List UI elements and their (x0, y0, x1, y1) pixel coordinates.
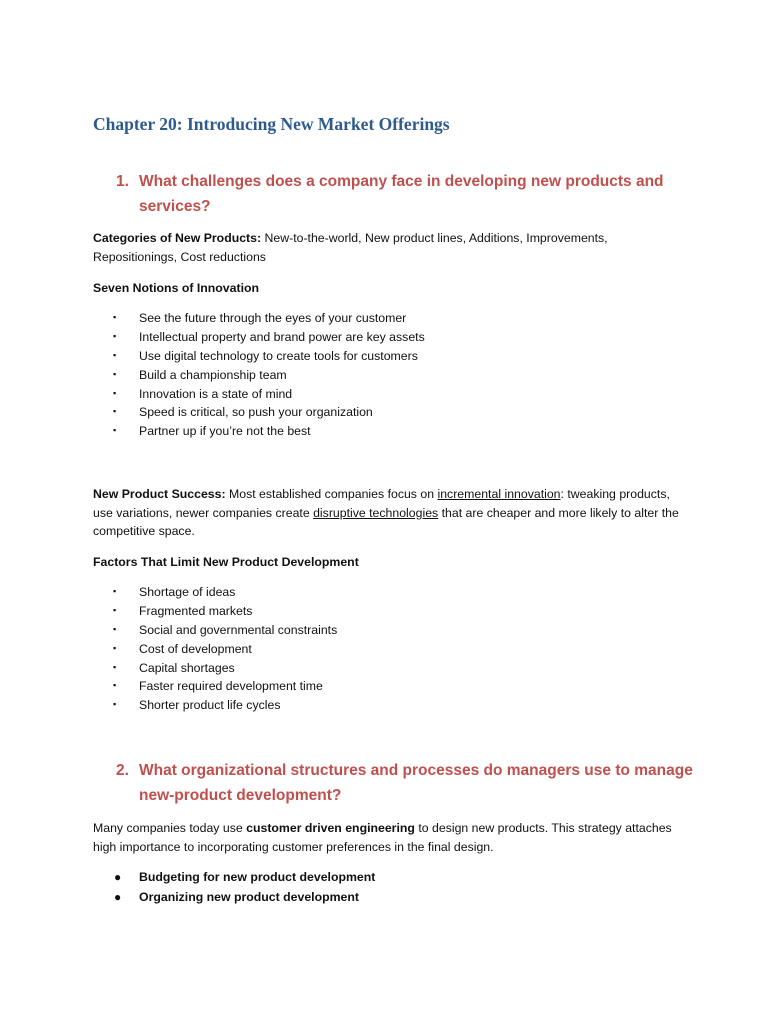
list-item: ▪ Shortage of ideas (113, 585, 236, 599)
list-item: ▪ See the future through the eyes of your customer (113, 311, 407, 325)
question-1 (116, 169, 696, 219)
list-item: ▪ Innovation is a state of mind (113, 386, 293, 401)
categories-text: New-to-the-world, New product lines, Additions, Improvements, Repositionings, Cost reductions (93, 231, 608, 264)
bullet-icon: ▪ (113, 387, 117, 398)
list-item: ▪ Speed is critical, so push your organization (113, 405, 373, 420)
bullet-icon: ▪ (113, 330, 117, 341)
list-item: ▪ Intellectual property and brand power are key assets (113, 329, 425, 344)
disruptive-technologies-term: disruptive technologies (313, 505, 439, 520)
list-item: ● Budgeting for new product development (93, 867, 653, 887)
question-1-text: What challenges does a company face in developing new products and services? (139, 173, 664, 215)
list-item: ▪ Build a championship team (113, 367, 287, 382)
innovation-list (93, 309, 653, 441)
management-list (93, 867, 653, 907)
bullet-icon: ▪ (113, 425, 117, 436)
factors-list (93, 583, 653, 715)
bullet-icon: ▪ (113, 680, 117, 691)
list-item: ▪ Social and governmental constraints (113, 622, 338, 637)
success-paragraph: New Product Success: Most established companies focus on incremental innovation: tweaking products, use variations, newer companies create disruptive technologies that are cheaper and more likely to alter the competitive space. (93, 487, 679, 538)
list-item: ▪ Faster required development time (113, 679, 323, 694)
factors-heading: Factors That Limit New Product Development (93, 555, 359, 569)
question-2-number: 2. (116, 762, 129, 779)
bullet-icon: ▪ (113, 661, 117, 672)
bullet-icon: ▪ (113, 312, 117, 322)
list-item: ▪ Shorter product life cycles (113, 698, 281, 713)
bullet-icon: ▪ (113, 699, 117, 710)
bullet-icon: ● (114, 870, 122, 884)
bullet-icon: ▪ (113, 586, 117, 596)
bullet-icon: ● (114, 890, 122, 904)
categories-paragraph (93, 229, 693, 266)
question-2-text: What organizational structures and processes do managers use to manage new-product development? (139, 762, 693, 804)
bullet-icon: ▪ (113, 368, 117, 379)
list-item: ▪ Fragmented markets (113, 603, 253, 618)
bullet-icon: ▪ (113, 623, 117, 634)
engineering-paragraph: Many companies today use customer driven engineering to design new products. This strategy attaches high importance to incorporating customer preferences in the final design. (93, 821, 672, 854)
customer-driven-engineering-term: customer driven engineering (246, 821, 415, 835)
list-item: ▪ Cost of development (113, 641, 252, 656)
list-item: ▪ Partner up if you’re not the best (113, 424, 311, 439)
bullet-icon: ▪ (113, 642, 117, 653)
list-item: ▪ Capital shortages (113, 660, 235, 675)
chapter-title: Chapter 20: Introducing New Market Offerings (93, 114, 450, 134)
bullet-icon: ▪ (113, 604, 117, 615)
success-label: New Product Success: (93, 487, 226, 501)
incremental-innovation-term: incremental innovation (437, 487, 561, 501)
question-1-number: 1. (116, 173, 129, 190)
question-2 (116, 758, 696, 808)
bullet-icon: ▪ (113, 406, 117, 417)
list-item: ▪ Use digital technology to create tools for customers (113, 348, 418, 363)
bullet-icon: ▪ (113, 349, 117, 360)
innovation-heading: Seven Notions of Innovation (93, 281, 260, 295)
categories-label: Categories of New Products: (93, 231, 262, 245)
list-item: ● Organizing new product development (93, 887, 653, 907)
